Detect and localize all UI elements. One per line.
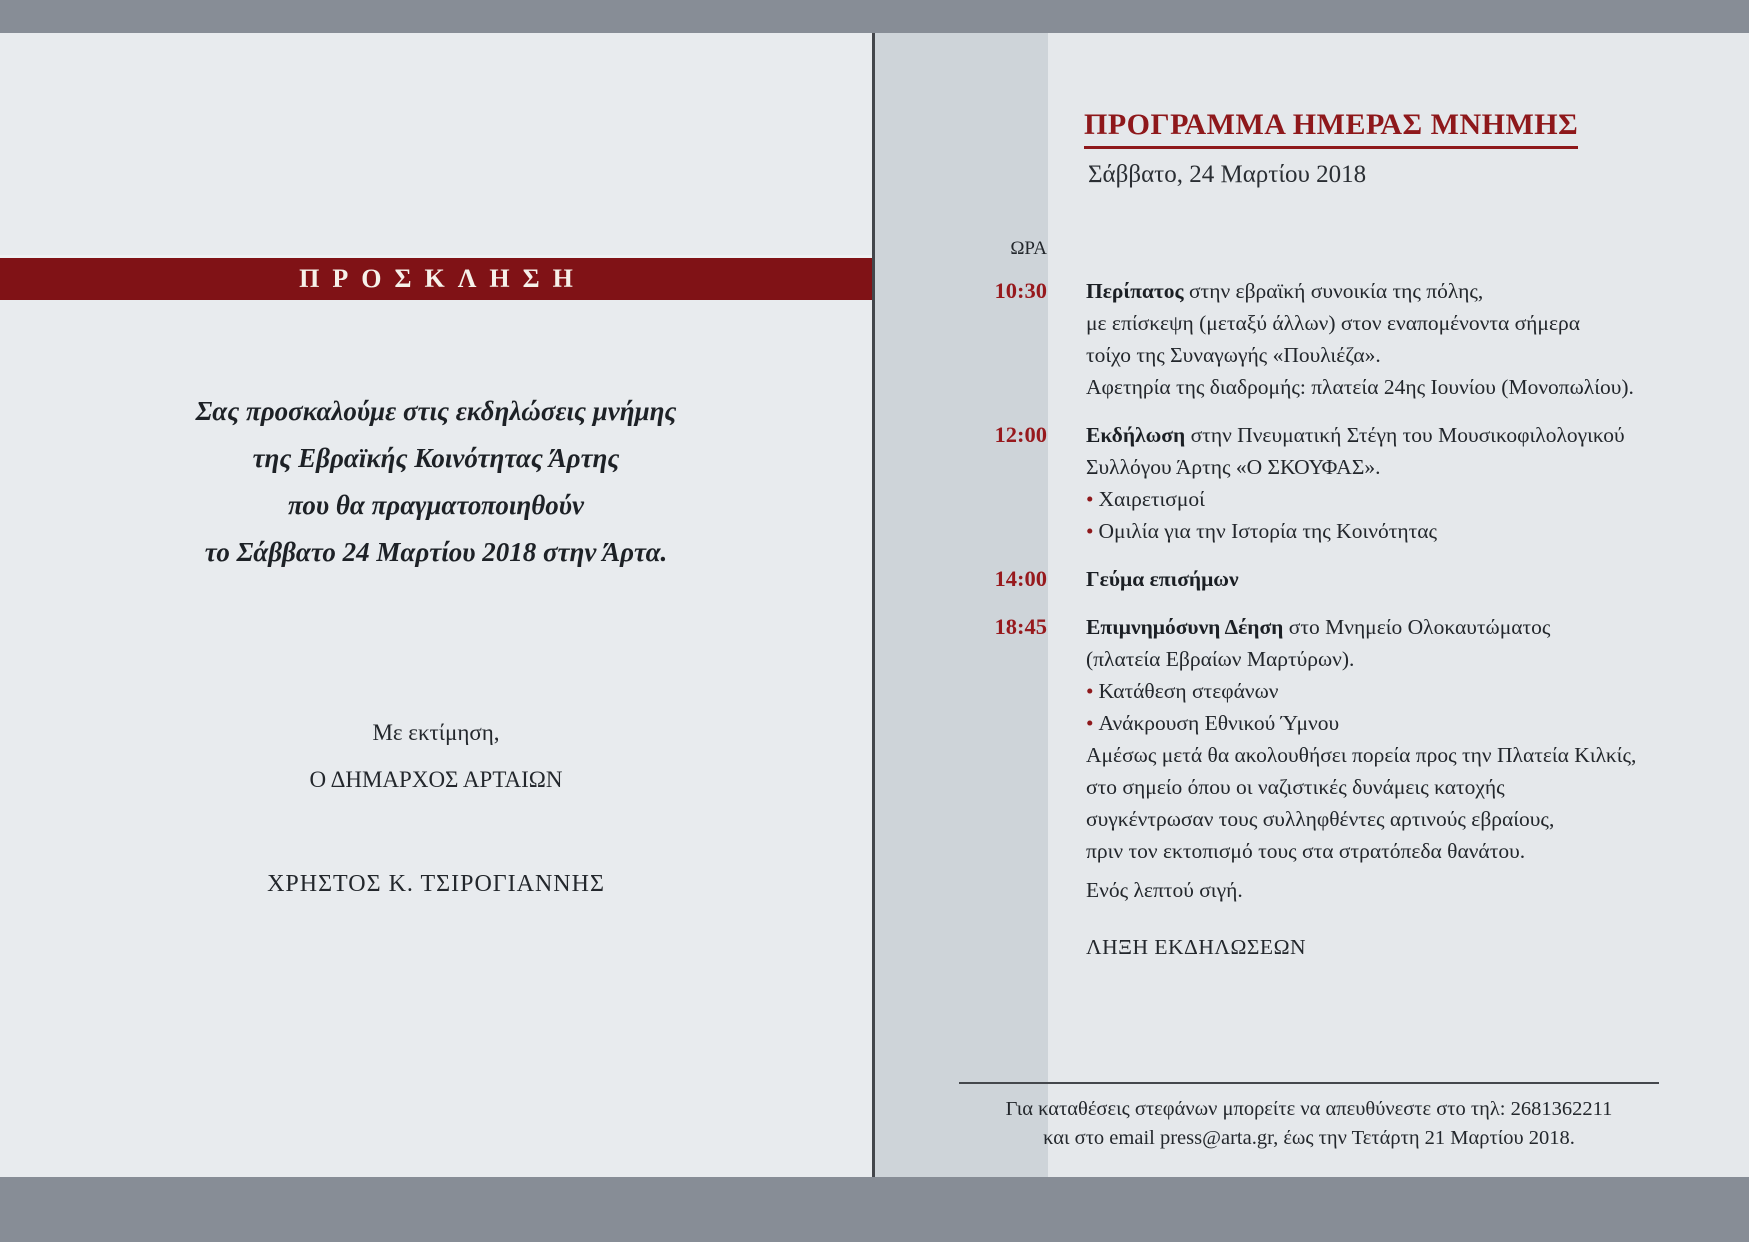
schedule-entry-heading-bold: Εκδήλωση (1086, 423, 1186, 447)
hour-header-row (875, 233, 1729, 265)
schedule (875, 233, 1729, 883)
invitation-line: που θα πραγματοποιηθούν (288, 490, 584, 520)
invitation-line: Σας προσκαλούμε στις εκδηλώσεις μνήμης (195, 396, 677, 426)
schedule-entry-heading (1086, 611, 1636, 643)
footer-contact (875, 1095, 1743, 1153)
closing-block (30, 709, 842, 803)
schedule-bullet-text: Ανάκρουση Εθνικού Ύμνου (1098, 711, 1340, 735)
footer-line: και στο email press@arta.gr, έως την Τετάρτη 21 Μαρτίου 2018. (1043, 1127, 1575, 1149)
schedule-entry-body (1086, 419, 1625, 547)
schedule-entry (875, 419, 1729, 547)
invitation-line: το Σάββατο 24 Μαρτίου 2018 στην Άρτα. (204, 537, 668, 567)
schedule-time: 10:30 (994, 278, 1047, 303)
bullet-icon: • (1086, 679, 1094, 703)
schedule-entry-line: στο σημείο όπου οι ναζιστικές δυνάμεις κατοχής (1086, 775, 1505, 799)
bullet-icon: • (1086, 487, 1094, 511)
bullet-icon: • (1086, 711, 1094, 735)
program-page (875, 33, 1749, 1177)
schedule-entry-heading-bold: Γεύμα επισήμων (1086, 567, 1239, 591)
schedule-entry-line: πριν τον εκτοπισμό τους στα στρατόπεδα θανάτου. (1086, 839, 1526, 863)
schedule-time: 12:00 (994, 422, 1047, 447)
schedule-entry-line: (πλατεία Εβραίων Μαρτύρων). (1086, 647, 1355, 671)
hour-label: ΩΡΑ (1010, 238, 1047, 259)
schedule-entry-line: Συλλόγου Άρτης «Ο ΣΚΟΥΦΑΣ». (1086, 455, 1381, 479)
schedule-entry-line: Αφετηρία της διαδρομής: πλατεία 24ης Ιουνίου (Μονοπωλίου). (1086, 375, 1634, 399)
schedule-bullet-item (1086, 707, 1636, 739)
schedule-entry-line: Αμέσως μετά θα ακολουθήσει πορεία προς την Πλατεία Κιλκίς, (1086, 743, 1637, 767)
schedule-entry-heading-rest: στην εβραϊκή συνοικία της πόλης, (1183, 279, 1484, 303)
schedule-entry-heading (1086, 419, 1625, 451)
schedule-time: 18:45 (994, 614, 1047, 639)
schedule-entry-body (1086, 611, 1636, 867)
schedule-entry-line: συγκέντρωσαν τους συλληφθέντες αρτινούς εβραίους, (1086, 807, 1555, 831)
end-of-events-line: ΛΗΞΗ ΕΚΔΗΛΩΣΕΩΝ (1086, 935, 1307, 959)
schedule-entry-body (1086, 563, 1239, 595)
schedule-bullet-item (1086, 675, 1636, 707)
invitation-line: της Εβραϊκής Κοινότητας Άρτης (252, 443, 620, 473)
invitation-text (30, 388, 842, 576)
schedule-entry-heading-bold: Περίπατος (1086, 279, 1184, 303)
invitation-banner-title: ΠΡΟΣΚΛΗΣΗ (299, 264, 586, 293)
schedule-entry (875, 275, 1729, 403)
schedule-bullet-text: Χαιρετισμοί (1098, 487, 1205, 511)
program-date: Σάββατο, 24 Μαρτίου 2018 (1088, 161, 1367, 188)
silence-line: Ενός λεπτού σιγή. (1086, 878, 1243, 902)
schedule-bullet-item (1086, 483, 1625, 515)
schedule-entry-line: με επίσκεψη (μεταξύ άλλων) στον εναπομένοντα σήμερα (1086, 311, 1580, 335)
schedule-entry-heading (1086, 563, 1239, 595)
program-title-text: ΠΡΟΓΡΑΜΜΑ ΗΜΕΡΑΣ ΜΝΗΜΗΣ (1084, 108, 1578, 149)
schedule-bullet-item (1086, 515, 1625, 547)
program-title (1084, 108, 1578, 142)
invitation-page (0, 33, 872, 1177)
top-gray-bar (0, 0, 1749, 33)
schedule-entry-line: τοίχο της Συναγωγής «Πουλιέζα». (1086, 343, 1381, 367)
signature-title: Ο ΔΗΜΑΡΧΟΣ ΑΡΤΑΙΩΝ (309, 767, 563, 792)
schedule-bullet-text: Ομιλία για την Ιστορία της Κοινότητας (1098, 519, 1438, 543)
schedule-entry-heading-rest: στο Μνημείο Ολοκαυτώματος (1283, 615, 1551, 639)
schedule-time: 14:00 (994, 566, 1047, 591)
signature-name: ΧΡΗΣΤΟΣ Κ. ΤΣΙΡΟΓΙΑΝΝΗΣ (267, 871, 605, 897)
invitation-banner (0, 255, 872, 300)
footer-line: Για καταθέσεις στεφάνων μπορείτε να απευθύνεστε στο τηλ: 2681362211 (1005, 1098, 1613, 1120)
schedule-bullet-text: Κατάθεση στεφάνων (1098, 679, 1279, 703)
schedule-entry (875, 563, 1729, 595)
footer-rule (959, 1082, 1659, 1084)
schedule-entry (875, 611, 1729, 867)
closing-line: Με εκτίμηση, (372, 720, 500, 745)
schedule-entry-heading-bold: Επιμνημόσυνη Δέηση (1086, 615, 1284, 639)
schedule-entry-heading-rest: στην Πνευματική Στέγη του Μουσικοφιλολογικού (1185, 423, 1625, 447)
bullet-icon: • (1086, 519, 1094, 543)
schedule-entry-heading (1086, 275, 1634, 307)
bottom-gray-bar (0, 1177, 1749, 1242)
schedule-entry-body (1086, 275, 1634, 403)
